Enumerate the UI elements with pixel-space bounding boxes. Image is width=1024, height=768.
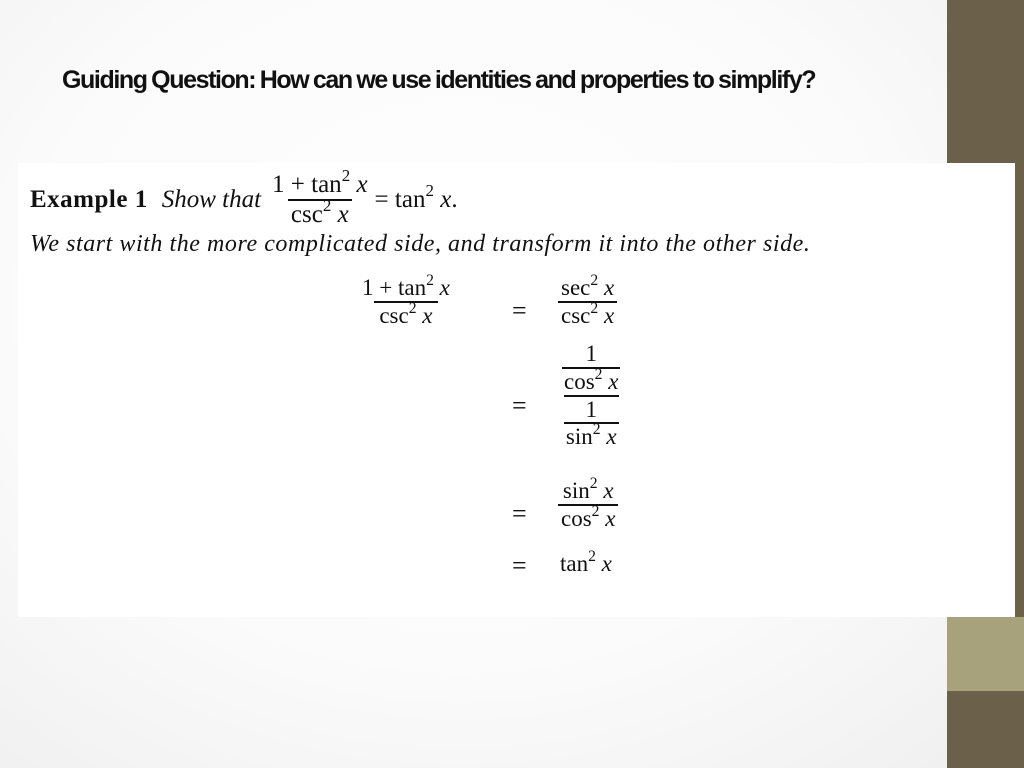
equals-sign-1: = [512,296,527,325]
equals-sign-4: = [512,551,527,580]
example-denominator: $\csc^2 x$ [288,199,352,229]
example-result: = $\tan^2 x$. [374,180,458,213]
intro-text: We start with the more complicated side, and transform it into the other side. [30,231,811,257]
equals-sign-3: = [512,499,527,528]
lhs-fraction: $\frac{1 + \tan^2 x}{\csc^2 x}$ [362,271,450,328]
equals-sign-2: = [512,391,527,420]
step3-fraction: $\frac{\sin^2 x}{\cos^2 x}$ [558,478,618,532]
sidebar-dark-bottom [947,691,1024,768]
example-numerator: $1 + \tan^2 x$ [272,165,368,198]
step2-complex-fraction: $\frac{\frac{1}{\cos^2 x}}{\frac{1}{\sin^2 x}}$ [564,341,619,450]
slide-title: Guiding Question: How can we use identities and properties to simplify? [62,66,816,94]
example-show-that: Show that [161,186,262,213]
step4-result: $\tan^2 x$ [560,547,612,576]
step1-fraction: $\frac{\sec^2 x}{\csc^2 x}$ [558,275,617,329]
example-statement [30,165,458,229]
example-fraction [269,165,371,229]
example-panel [18,163,1015,617]
example-label: Example 1 [30,186,148,213]
sidebar-light-band [947,617,1024,691]
